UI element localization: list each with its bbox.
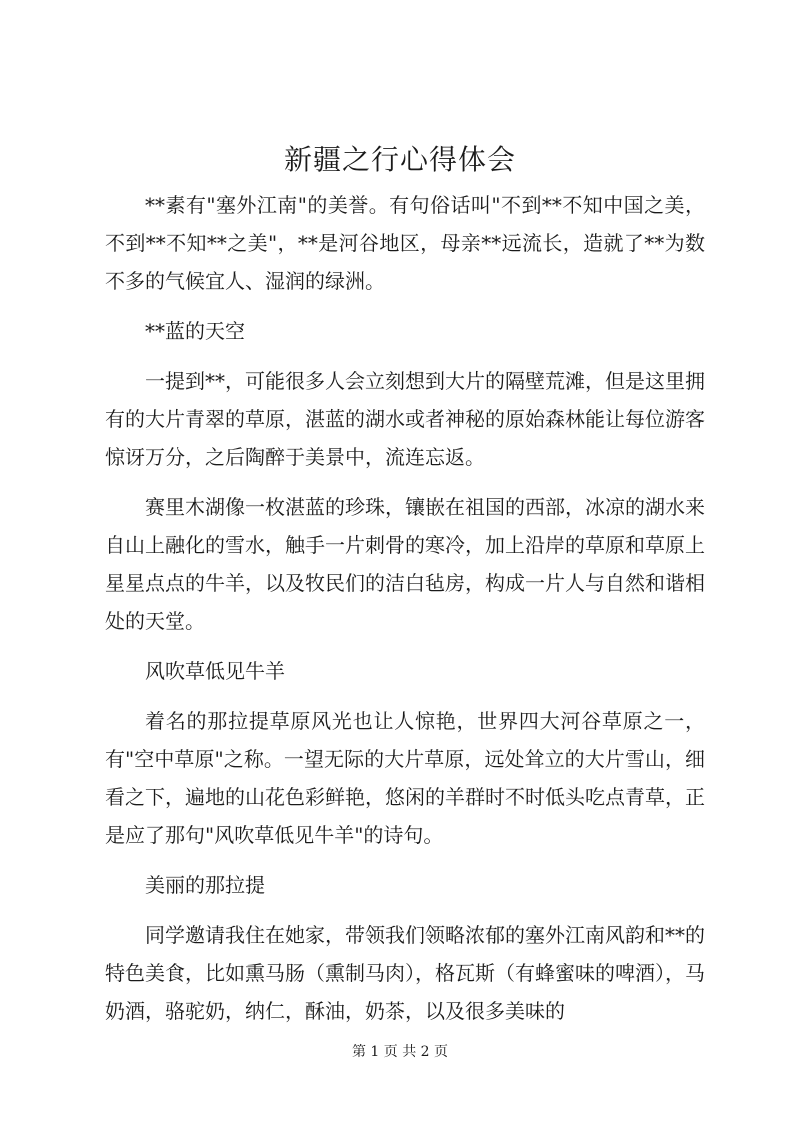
page-number-footer: 第 1 页 共 2 页 [351, 1044, 449, 1060]
paragraph-sayram-lake: 赛里木湖像一枚湛蓝的珍珠，镶嵌在祖国的西部，冰凉的湖水来自山上融化的雪水，触手一片刺骨的寒冷，加上沿岸的草原和草原上星星点点的牛羊，以及牧民们的洁白毡房，构成一片人与自然和谐相处的天堂。 [105, 495, 705, 633]
page-title: 新疆之行心得体会 [283, 143, 516, 176]
document-body [105, 186, 705, 1042]
section-heading-beautiful-nalati: 美丽的那拉提 [145, 873, 265, 897]
paragraph-nalati: 着名的那拉提草原风光也让人惊艳，世界四大河谷草原之一，有"空中草原"之称。一望无际的大片草原，远处耸立的大片雪山，细看之下，遍地的山花色彩鲜艳，悠闲的羊群时不时低头吃点青草，正是应了那句"风吹草低见牛羊"的诗句。 [105, 709, 705, 847]
paragraph-food: 同学邀请我住在她家，带领我们领略浓郁的塞外江南风韵和**的特色美食，比如熏马肠（熏制马肉），格瓦斯（有蜂蜜味的啤酒），马奶酒，骆驼奶，纳仁，酥油，奶茶，以及很多美味的 [105, 923, 705, 1023]
paragraph-intro: **素有"塞外江南"的美誉。有句俗话叫"不到**不知中国之美，不到**不知**之美"，**是河谷地区，母亲**远流长，造就了**为数不多的气候宜人、湿润的绿洲。 [105, 193, 705, 293]
paragraph-grassland: 一提到**，可能很多人会立刻想到大片的隔壁荒滩，但是这里拥有的大片青翠的草原，湛蓝的湖水或者神秘的原始森林能让每位游客惊讶万分，之后陶醉于美景中，流连忘返。 [105, 369, 705, 469]
section-heading-blue-sky: **蓝的天空 [145, 319, 245, 343]
section-heading-wind-grass: 风吹草低见牛羊 [145, 659, 285, 683]
